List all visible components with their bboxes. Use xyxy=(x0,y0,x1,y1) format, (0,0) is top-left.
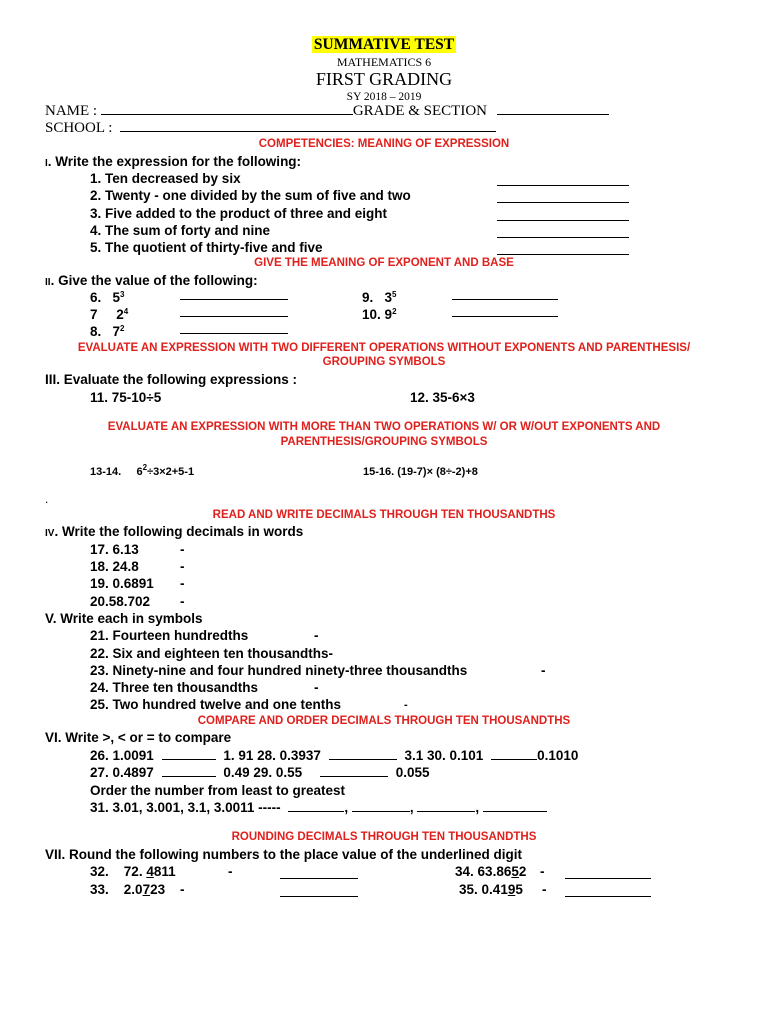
list-item: 2. Twenty - one divided by the sum of five and two xyxy=(90,188,411,203)
decimal-item-19: 19. 0.6891 xyxy=(90,576,154,591)
title-block xyxy=(0,36,768,54)
order-blank-4[interactable] xyxy=(483,810,547,812)
competency-compare-order: COMPARE AND ORDER DECIMALS THROUGH TEN THOUSANDTHS xyxy=(197,715,571,727)
answer-dash: - xyxy=(314,680,319,695)
answer-blank-6[interactable] xyxy=(180,298,288,300)
exponent: 2 xyxy=(120,324,125,333)
base: 5 xyxy=(112,290,121,305)
item-number: 10. xyxy=(362,307,381,322)
section-4-roman: IV xyxy=(45,528,55,539)
number-part: 0.41 xyxy=(481,882,508,897)
round-item-35 xyxy=(459,882,523,897)
competency-meaning-expression: COMPETENCIES: MEANING OF EXPRESSION xyxy=(258,138,510,150)
section-4-instruction: . Write the following decimals in words xyxy=(54,524,304,539)
order-item-31: 31. 3.01, 3.001, 3.1, 3.0011 ----- , , , xyxy=(90,800,547,815)
answer-dash: - xyxy=(314,628,319,643)
exponent: 5 xyxy=(392,290,397,299)
answer-dash: - xyxy=(542,882,547,897)
section-4-heading xyxy=(45,524,303,539)
section-1-heading xyxy=(45,154,301,169)
number-part: 5 xyxy=(515,882,523,897)
base: 7 xyxy=(112,324,121,339)
symbol-item-24: 24. Three ten thousandths xyxy=(90,680,259,695)
symbol-item-23: 23. Ninety-nine and four hundred ninety-three thousandths xyxy=(90,663,468,678)
competency-multi-operations-line1: EVALUATE AN EXPRESSION WITH MORE THAN TWO OPERATIONS W/ OR W/OUT EXPONENTS AND xyxy=(107,421,661,433)
number-part: 2 xyxy=(518,864,527,879)
item-number: 33. xyxy=(90,882,109,897)
section-2-roman: II xyxy=(45,277,51,288)
base: 6 xyxy=(136,466,143,478)
section-2-instruction: . Give the value of the following: xyxy=(50,273,258,288)
school-row xyxy=(45,120,496,137)
item-number: 8. xyxy=(90,324,102,339)
item-number: 35. xyxy=(459,882,478,897)
answer-dash: - xyxy=(541,663,546,678)
item-number: 9. xyxy=(362,290,374,305)
underlined-digit: 9 xyxy=(507,882,516,897)
round-item-34 xyxy=(455,864,526,879)
compare-blank-26[interactable] xyxy=(162,758,216,760)
item-number: 7 xyxy=(90,307,98,322)
expression-rest: ÷3×2+5-1 xyxy=(147,466,195,478)
competency-read-write-decimals: READ AND WRITE DECIMALS THROUGH TEN THOUSANDTHS xyxy=(212,509,556,521)
order-blank-2[interactable] xyxy=(352,810,410,812)
compare-blank-30[interactable] xyxy=(491,758,537,760)
expression-item-13-14 xyxy=(90,463,195,478)
competency-multi-operations-line2: PARENTHESIS/GROUPING SYMBOLS xyxy=(280,436,488,448)
answer-blank-10[interactable] xyxy=(452,315,558,317)
number-part: 72. xyxy=(123,864,147,879)
answer-dash: - xyxy=(228,864,233,879)
order-blank-1[interactable] xyxy=(288,810,344,812)
name-field[interactable] xyxy=(101,113,353,115)
school-label: SCHOOL : xyxy=(45,120,113,136)
order-numbers: 31. 3.01, 3.001, 3.1, 3.0011 ----- xyxy=(90,800,281,815)
answer-blank-9[interactable] xyxy=(452,298,558,300)
base: 2 xyxy=(116,307,124,322)
section-6-heading: VI. Write >, < or = to compare xyxy=(45,730,232,745)
grading-period: FIRST GRADING xyxy=(315,69,453,89)
subject: MATHEMATICS 6 xyxy=(336,55,432,69)
section-3-heading: III. Evaluate the following expressions : xyxy=(45,372,298,387)
expression-item-11: 11. 75-10÷5 xyxy=(90,390,162,405)
compare-row-2 xyxy=(90,765,430,780)
competency-two-operations-line2: GROUPING SYMBOLS xyxy=(322,356,446,368)
exponent-item-9 xyxy=(362,290,397,305)
order-instruction: Order the number from least to greatest xyxy=(90,783,346,798)
base: 3 xyxy=(384,290,393,305)
answer-blank-7[interactable] xyxy=(180,315,288,317)
compare-blank-29[interactable] xyxy=(320,775,388,777)
compare-row-1 xyxy=(90,748,578,763)
item-number: 34. xyxy=(455,864,474,879)
number-part: 63.86 xyxy=(477,864,512,879)
stray-dot: . xyxy=(45,492,49,506)
list-item: 3. Five added to the product of three and eight xyxy=(90,206,388,221)
round-blank-33[interactable] xyxy=(280,895,358,897)
underlined-digit: 5 xyxy=(511,864,519,879)
name-row xyxy=(45,103,609,120)
answer-blank-1[interactable] xyxy=(497,184,629,186)
grade-section-label: GRADE & SECTION xyxy=(352,103,488,119)
decimal-item-18: 18. 24.8 xyxy=(90,559,139,574)
symbol-item-22: 22. Six and eighteen ten thousandths- xyxy=(90,646,334,661)
compare-item: 1. 91 28. 0.3937 xyxy=(223,748,321,763)
test-title: SUMMATIVE TEST xyxy=(313,36,455,53)
compare-item: 26. 1.0091 xyxy=(90,748,154,763)
underlined-digit: 7 xyxy=(142,882,151,897)
grade-section-field[interactable] xyxy=(497,113,609,115)
expression-item-15-16: 15-16. (19-7)× (8÷-2)+8 xyxy=(363,466,478,478)
round-item-33 xyxy=(90,882,165,897)
exponent: 3 xyxy=(120,290,125,299)
section-5-heading: V. Write each in symbols xyxy=(45,611,203,626)
answer-dash: - xyxy=(404,699,408,711)
number-part: 23 xyxy=(150,882,166,897)
section-7-heading: VII. Round the following numbers to the place value of the underlined digit xyxy=(45,847,523,862)
number-part: 811 xyxy=(153,864,176,879)
exponent-item-10 xyxy=(362,307,397,322)
exponent-item-8 xyxy=(90,324,125,339)
competency-exponent-base: GIVE THE MEANING OF EXPONENT AND BASE xyxy=(254,257,514,269)
answer-dash: - xyxy=(180,559,185,574)
competency-two-operations-line1: EVALUATE AN EXPRESSION WITH TWO DIFFERENT OPERATIONS WITHOUT EXPONENTS AND PARENTHESIS/ xyxy=(77,342,691,354)
round-item-32 xyxy=(90,864,176,879)
symbol-item-21: 21. Fourteen hundredths xyxy=(90,628,249,643)
exponent-item-7 xyxy=(90,307,128,322)
list-item: 5. The quotient of thirty-five and five xyxy=(90,240,323,255)
compare-item: 0.1010 xyxy=(537,748,579,763)
section-1-roman: I xyxy=(45,158,48,169)
answer-dash: - xyxy=(540,864,545,879)
compare-item: 27. 0.4897 xyxy=(90,765,154,780)
item-number: 32. xyxy=(90,864,109,879)
answer-dash: - xyxy=(180,576,185,591)
answer-blank-2[interactable] xyxy=(497,201,629,203)
decimal-item-20: 20.58.702 xyxy=(90,594,151,609)
name-label: NAME : xyxy=(45,103,98,119)
section-1-instruction: . Write the expression for the following: xyxy=(47,154,302,169)
section-2-heading xyxy=(45,273,258,288)
item-number: 6. xyxy=(90,290,102,305)
answer-dash: - xyxy=(180,882,185,897)
compare-item: 3.1 30. 0.101 xyxy=(404,748,484,763)
school-field[interactable] xyxy=(120,130,496,132)
answer-blank-5[interactable] xyxy=(497,253,629,255)
competency-rounding: ROUNDING DECIMALS THROUGH TEN THOUSANDTHS xyxy=(231,831,537,843)
number-part: 2.0 xyxy=(123,882,143,897)
order-blank-3[interactable] xyxy=(417,810,475,812)
exponent: 2 xyxy=(142,463,148,472)
answer-dash: - xyxy=(180,594,185,609)
base: 9 xyxy=(384,307,393,322)
answer-blank-8[interactable] xyxy=(180,332,288,334)
answer-blank-3[interactable] xyxy=(497,219,629,221)
round-blank-35[interactable] xyxy=(565,895,651,897)
compare-item: 0.055 xyxy=(395,765,430,780)
compare-blank-28[interactable] xyxy=(329,758,397,760)
exponent: 2 xyxy=(392,307,397,316)
answer-dash: - xyxy=(180,542,185,557)
decimal-item-17: 17. 6.13 xyxy=(90,542,139,557)
school-year: SY 2018 – 2019 xyxy=(346,91,422,103)
symbol-item-25: 25. Two hundred twelve and one tenths xyxy=(90,697,342,712)
answer-blank-4[interactable] xyxy=(497,236,629,238)
round-blank-32[interactable] xyxy=(280,877,358,879)
exponent: 4 xyxy=(123,307,129,316)
item-number: 13-14. xyxy=(90,466,122,478)
expression-item-12: 12. 35-6×3 xyxy=(410,390,475,405)
underlined-digit: 4 xyxy=(146,864,154,879)
compare-item: 0.49 29. 0.55 xyxy=(223,765,303,780)
round-blank-34[interactable] xyxy=(565,877,651,879)
exponent-item-6 xyxy=(90,290,125,305)
compare-blank-27[interactable] xyxy=(162,775,216,777)
list-item: 4. The sum of forty and nine xyxy=(90,223,271,238)
list-item: 1. Ten decreased by six xyxy=(90,171,241,186)
